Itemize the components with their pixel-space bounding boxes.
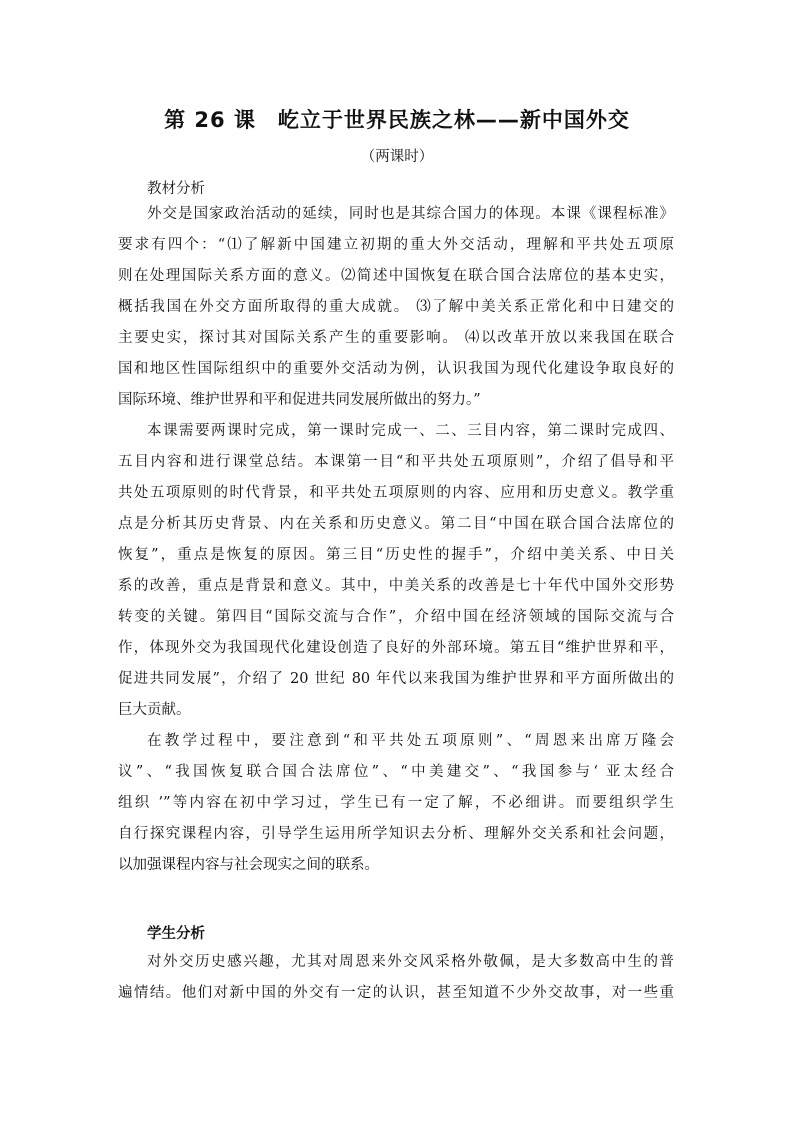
paragraph-line: 以加强课程内容与社会现实之间的联系。 [118, 857, 379, 873]
paragraph-line: 点是分析其历史背景、内在关系和历史意义。第二目“中国在联合国合法席位的 [118, 516, 674, 532]
paragraph-line: 外交是国家政治活动的延续，同时也是其综合国力的体现。本课《课程标准》 [147, 206, 674, 222]
paragraph-line: 巨大贡献。 [118, 702, 191, 718]
paragraph-line: 系的改善，重点是背景和意义。其中，中美关系的改善是七十年代中国外交形势 [118, 578, 674, 594]
paragraph-line: 对外交历史感兴趣，尤其对周恩来外交风采格外敬佩，是大多数高中生的普 [147, 954, 674, 970]
page-subtitle: （两课时） [360, 149, 434, 165]
paragraph-line: 遍情结。他们对新中国的外交有一定的认识，甚至知道不少外交故事，对一些重 [118, 985, 674, 1001]
paragraph-line: 转变的关键。第四目“国际交流与合作”，介绍中国在经济领域的国际交流与合 [118, 609, 674, 625]
section-heading-student-analysis: 学生分析 [147, 926, 205, 942]
paragraph-line: 要求有四个：“⑴了解新中国建立初期的重大外交活动，理解和平共处五项原 [118, 237, 674, 253]
paragraph-line: 共处五项原则的时代背景，和平共处五项原则的内容、应用和历史意义。教学重 [118, 485, 674, 501]
page-title: 第 26 课 屹立于世界民族之林——新中国外交 [164, 108, 630, 132]
paragraph-line: 国际环境、维护世界和平和促进共同发展所做出的努力。” [118, 392, 481, 408]
paragraph-line: 概括我国在外交方面所取得的重大成就。 ⑶了解中美关系正常化和中日建交的 [118, 299, 674, 315]
paragraph-line: 促进共同发展”，介绍了 20 世纪 80 年代以来我国为维护世界和平方面所做出的 [118, 671, 674, 687]
paragraph-line: 自行探究课程内容，引导学生运用所学知识去分析、理解外交关系和社会问题， [118, 826, 674, 842]
paragraph-line: 议”、“我国恢复联合国合法席位”、“中美建交”、“我国参与‘ 亚太经合 [118, 764, 674, 780]
paragraph-line: 恢复”，重点是恢复的原因。第三目“历史性的握手”，介绍中美关系、中日关 [118, 547, 674, 563]
paragraph-line: 主要史实，探讨其对国际关系产生的重要影响。 ⑷以改革开放以来我国在联合 [118, 330, 674, 346]
paragraph-line: 组织 ’”等内容在初中学习过，学生已有一定了解，不必细讲。而要组织学生 [118, 795, 674, 811]
paragraph-line: 作，体现外交为我国现代化建设创造了良好的外部环境。第五目“维护世界和平， [118, 640, 674, 656]
paragraph-line: 则在处理国际关系方面的意义。⑵简述中国恢复在联合国合法席位的基本史实， [118, 268, 674, 284]
section-heading-textbook-analysis: 教材分析 [147, 181, 205, 197]
paragraph-line: 国和地区性国际组织中的重要外交活动为例，认识我国为现代化建设争取良好的 [118, 361, 674, 377]
paragraph-line: 五目内容和进行课堂总结。本课第一目“和平共处五项原则”，介绍了倡导和平 [118, 454, 674, 470]
paragraph-line: 在教学过程中，要注意到“和平共处五项原则”、“周恩来出席万隆会 [147, 733, 674, 749]
paragraph-line: 本课需要两课时完成，第一课时完成一、二、三目内容，第二课时完成四、 [147, 423, 674, 439]
